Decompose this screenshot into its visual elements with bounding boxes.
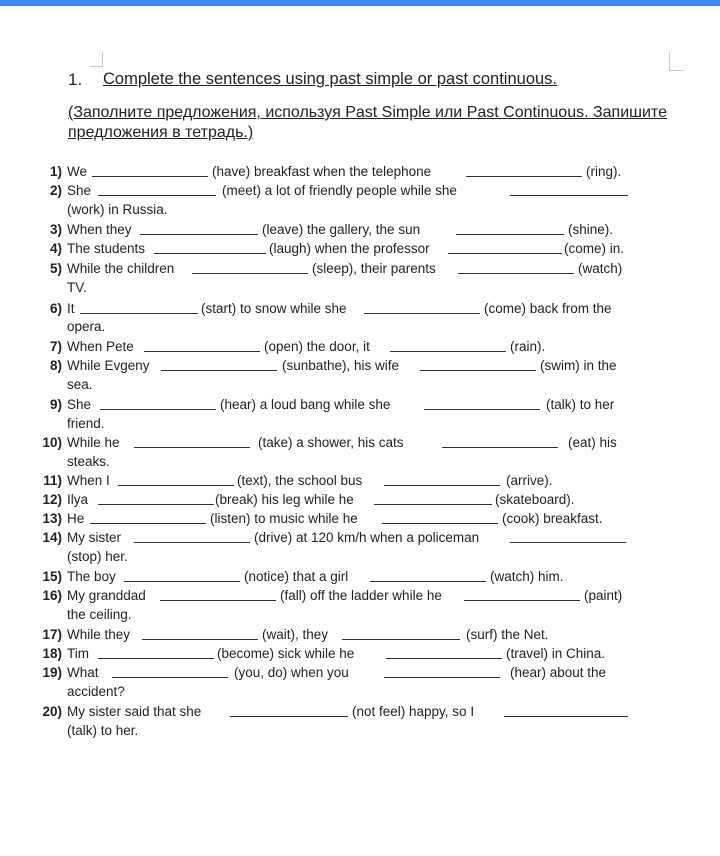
sentence-text: It [67,301,75,316]
sentence-number: 6) [49,301,62,316]
sentence-number: 16) [42,588,62,603]
answer-blank[interactable] [154,240,266,254]
sentence-3 [38,221,632,239]
sentence-text: (come) in. [564,241,625,256]
sentence-text: the ceiling. [67,607,132,622]
sentence-text: (swim) in the [540,358,617,373]
sentence-number: 17) [42,627,62,642]
sentence-text: (hear) about the [510,665,607,680]
sentence-text: (cook) breakfast. [502,511,603,526]
sentence-number: 3) [49,222,62,237]
sentence-text: (become) sick while he [217,646,355,661]
sentence-16 [38,587,632,605]
sentence-text: (paint) [584,588,623,603]
sentence-8 [38,357,632,375]
sentence-text: While he [67,435,120,450]
answer-blank[interactable] [466,163,582,177]
sentence-text: (not feel) happy, so I [352,704,475,719]
sentence-number: 4) [49,241,62,256]
sentence-5 [38,260,632,278]
sentence-2 [38,182,632,200]
sentence-15 [38,568,632,586]
sentence-2-continued [38,201,632,219]
answer-blank[interactable] [386,645,502,659]
answer-blank[interactable] [118,472,234,486]
answer-blank[interactable] [510,182,628,196]
answer-blank[interactable] [424,396,540,410]
sentence-text: Tim [67,646,89,661]
answer-blank[interactable] [142,626,258,640]
sentence-text: (talk) to her. [67,723,139,738]
answer-blank[interactable] [98,491,214,505]
sentence-text: accident? [67,684,125,699]
sentence-text: What [67,665,99,680]
sentence-text: (wait), they [262,627,329,642]
answer-blank[interactable] [384,472,500,486]
answer-blank[interactable] [112,664,228,678]
answer-blank[interactable] [161,357,277,371]
sentence-text: (watch) him. [490,569,564,584]
sentence-number: 10) [42,435,62,450]
sentence-8-continued [38,376,632,394]
sentence-text: We [67,164,88,179]
sentence-9 [38,396,632,414]
answer-blank[interactable] [420,357,536,371]
answer-blank[interactable] [92,163,208,177]
sentence-text: (fall) off the ladder while he [280,588,442,603]
sentence-19 [38,664,632,682]
sentence-6 [38,300,632,318]
sentence-text: (text), the school bus [237,473,363,488]
answer-blank[interactable] [160,587,276,601]
answer-blank[interactable] [342,626,460,640]
sentence-text: (start) to snow while she [201,301,347,316]
sentence-text: (meet) a lot of friendly people while she [222,183,457,198]
sentence-text: While they [67,627,131,642]
sentence-text: (you, do) when you [234,665,349,680]
sentence-text: (have) breakfast when the telephone [212,164,432,179]
sentence-text: (stop) her. [67,549,128,564]
sentence-text: (listen) to music while he [210,511,358,526]
sentence-text: (drive) at 120 km/h when a policeman [254,530,480,545]
sentence-text: While the children [67,261,175,276]
answer-blank[interactable] [382,510,498,524]
sentence-text: friend. [67,416,105,431]
sentence-19-continued [38,683,632,701]
answer-blank[interactable] [144,338,260,352]
sentence-17 [38,626,632,644]
answer-blank[interactable] [98,645,214,659]
sentence-text: Ilya [67,492,89,507]
sentence-7 [38,338,632,356]
sentence-number: 5) [49,261,62,276]
sentence-number: 2) [49,183,62,198]
sentence-14 [38,529,632,547]
sentence-text: (skateboard). [495,492,575,507]
answer-blank[interactable] [230,703,348,717]
answer-blank[interactable] [456,221,564,235]
exercise-number: 1. [68,70,83,89]
sentence-20 [38,703,632,721]
sentence-text: (travel) in China. [506,646,606,661]
sentence-text: My sister said that she [67,704,202,719]
sentence-text: She [67,183,92,198]
top-accent-bar [0,0,720,6]
answer-blank[interactable] [370,568,486,582]
answer-blank[interactable] [504,703,628,717]
answer-blank[interactable] [140,221,258,235]
sentence-10 [38,434,632,452]
sentence-20-continued [38,722,632,740]
answer-blank[interactable] [134,434,250,448]
sentence-text: When I [67,473,110,488]
sentence-text: When Pete [67,339,134,354]
answer-blank[interactable] [374,491,492,505]
crop-mark-top-left [90,52,103,67]
sentence-text: opera. [67,319,106,334]
answer-blank[interactable] [510,529,626,543]
sentence-text: (leave) the gallery, the sun [262,222,421,237]
sentence-number: 1) [49,164,62,179]
sentence-16-continued [38,606,632,624]
answer-blank[interactable] [384,664,500,678]
sentence-number: 14) [42,530,62,545]
answer-blank[interactable] [464,587,580,601]
sentence-text: steaks. [67,454,110,469]
sentence-text: (shine). [568,222,614,237]
sentence-text: When they [67,222,132,237]
sentence-number: 11) [43,473,62,488]
crop-mark-top-right [669,52,684,71]
exercise-instruction-ru: (Заполните предложения, используя Past Simple или Past Continuous. Запишите предложения в тетрадь.) [68,104,667,141]
sentence-number: 8) [49,358,62,373]
answer-blank[interactable] [448,240,562,254]
sentence-text: (surf) the Net. [466,627,549,642]
answer-blank[interactable] [100,396,216,410]
answer-blank[interactable] [90,510,206,524]
sentence-text: (come) back from the [484,301,612,316]
sentence-6-continued [38,318,632,336]
sentence-text: (take) a shower, his cats [258,435,404,450]
answer-blank[interactable] [192,260,308,274]
sentence-text: TV. [67,280,87,295]
sentence-9-continued [38,415,632,433]
answer-blank[interactable] [442,434,558,448]
sentence-text: (talk) to her [546,397,615,412]
answer-blank[interactable] [124,568,240,582]
sentence-text: The boy [67,569,116,584]
sentence-text: (rain). [510,339,546,354]
sentence-text: (eat) his [568,435,617,450]
sentence-11 [38,472,632,490]
sentence-text: (ring). [586,164,622,179]
sentence-14-continued [38,548,632,566]
sentence-10-continued [38,453,632,471]
exercise-title: Complete the sentences using past simple or past continuous. [103,70,558,88]
answer-blank[interactable] [134,529,250,543]
sentence-number: 20) [42,704,62,719]
sentence-text: The students [67,241,146,256]
sentence-text: (laugh) when the professor [269,241,430,256]
sentence-number: 18) [42,646,62,661]
sentence-text: (watch) [578,261,623,276]
sentence-number: 15) [42,569,62,584]
sentence-13 [38,510,632,528]
answer-blank[interactable] [458,260,574,274]
sentence-text: (sleep), their parents [312,261,436,276]
sentence-number: 7) [49,339,62,354]
sentence-number: 19) [42,665,62,680]
sentence-5-continued [38,279,632,297]
sentence-18 [38,645,632,663]
sentence-text: (arrive). [506,473,553,488]
sentence-text: (work) in Russia. [67,202,168,217]
sentence-text: While Evgeny [67,358,150,373]
sentence-text: (hear) a loud bang while she [220,397,391,412]
sentence-text: My granddad [67,588,146,603]
sentence-number: 13) [42,511,62,526]
sentence-text: (open) the door, it [264,339,370,354]
sentence-text: (notice) that a girl [244,569,349,584]
sentence-text: (break) his leg while he [215,492,354,507]
sentence-text: He [67,511,85,526]
sentence-text: My sister [67,530,121,545]
sentence-number: 12) [42,492,62,507]
sentence-1 [38,163,632,181]
sentence-text: sea. [67,377,93,392]
sentence-number: 9) [49,397,62,412]
sentence-text: She [67,397,92,412]
sentence-text: (sunbathe), his wife [282,358,400,373]
answer-blank[interactable] [364,300,480,314]
answer-blank[interactable] [98,182,216,196]
answer-blank[interactable] [390,338,506,352]
sentence-12 [38,491,632,509]
sentence-4 [38,240,632,258]
answer-blank[interactable] [80,300,198,314]
